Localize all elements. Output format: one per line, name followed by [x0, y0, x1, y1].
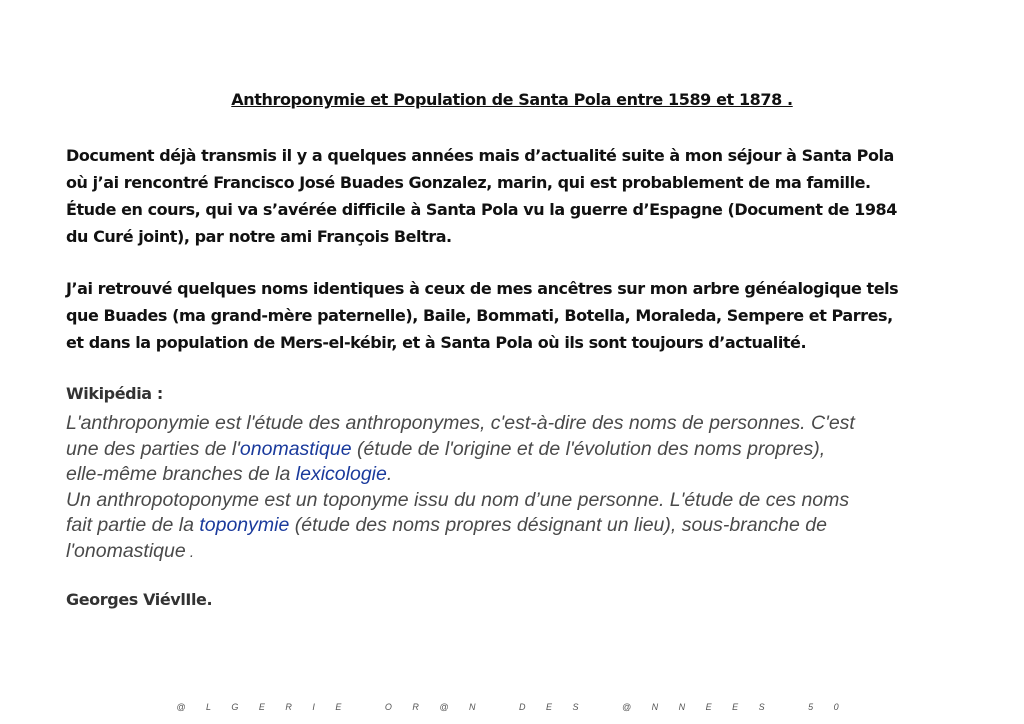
wiki-text: (étude des noms propres désignant un lieu), sous-branche de [289, 514, 827, 536]
wiki-text: . [185, 543, 195, 561]
wiki-text: (étude de l'origine et de l'évolution des noms propres), [351, 437, 826, 460]
paragraph-line: Document déjà transmis il y a quelques années mais d’actualité suite à mon séjour à Santa Pola [66, 146, 894, 165]
wiki-text: elle-même branches de la [66, 463, 296, 485]
wiki-line [66, 488, 986, 514]
wiki-text: l'onomastique [66, 539, 186, 562]
wiki-line [66, 411, 986, 437]
toponymie-link[interactable]: toponymie [199, 514, 290, 536]
paragraph-line: du Curé joint), par notre ami François Beltra. [66, 227, 452, 246]
wiki-text: fait partie de la [66, 514, 200, 536]
wiki-line [66, 437, 986, 463]
paragraph-line: J’ai retrouvé quelques noms identiques à ceux de mes ancêtres sur mon arbre généalogique tels [66, 279, 899, 298]
wiki-text: une des parties de l' [66, 437, 240, 460]
paragraph-line: et dans la population de Mers-el-kébir, et à Santa Pola où ils sont toujours d’actualité. [66, 333, 807, 352]
wiki-text: L'anthroponymie est l'étude des anthroponymes, c'est-à-dire des noms de personnes. C'est [66, 412, 855, 434]
signature: Georges ViévlIle. [66, 590, 213, 609]
paragraph-line: que Buades (ma grand-mère paternelle), Baile, Bommati, Botella, Moraleda, Sempere et Parres, [66, 306, 893, 325]
wiki-text: Un anthropotoponyme est un toponyme issu du nom d’une personne. L'étude de ces noms [66, 488, 850, 511]
wiki-line [66, 513, 986, 539]
lexicologie-link[interactable]: lexicologie [295, 463, 387, 485]
wiki-line [66, 462, 986, 488]
wiki-heading: Wikipédia : [66, 384, 163, 403]
paragraph-line: où j’ai rencontré Francisco José Buades Gonzalez, marin, qui est probablement de ma famille. [66, 173, 871, 192]
paragraph-line: Étude en cours, qui va s’avérée difficile à Santa Pola vu la guerre d’Espagne (Document de 1984 [66, 200, 897, 219]
wiki-text: . [386, 463, 393, 485]
wiki-line [66, 539, 986, 566]
paragraph-intro [66, 142, 966, 250]
paragraph-names [66, 275, 966, 356]
onomastique-link[interactable]: onomastique [239, 437, 352, 460]
document-title: Anthroponymie et Population de Santa Pola entre 1589 et 1878 . [231, 90, 793, 109]
wiki-quote [66, 411, 986, 565]
page-footer: @ L G E R I E O R @ N D E S @ N N E E S 5 0 [176, 702, 848, 712]
